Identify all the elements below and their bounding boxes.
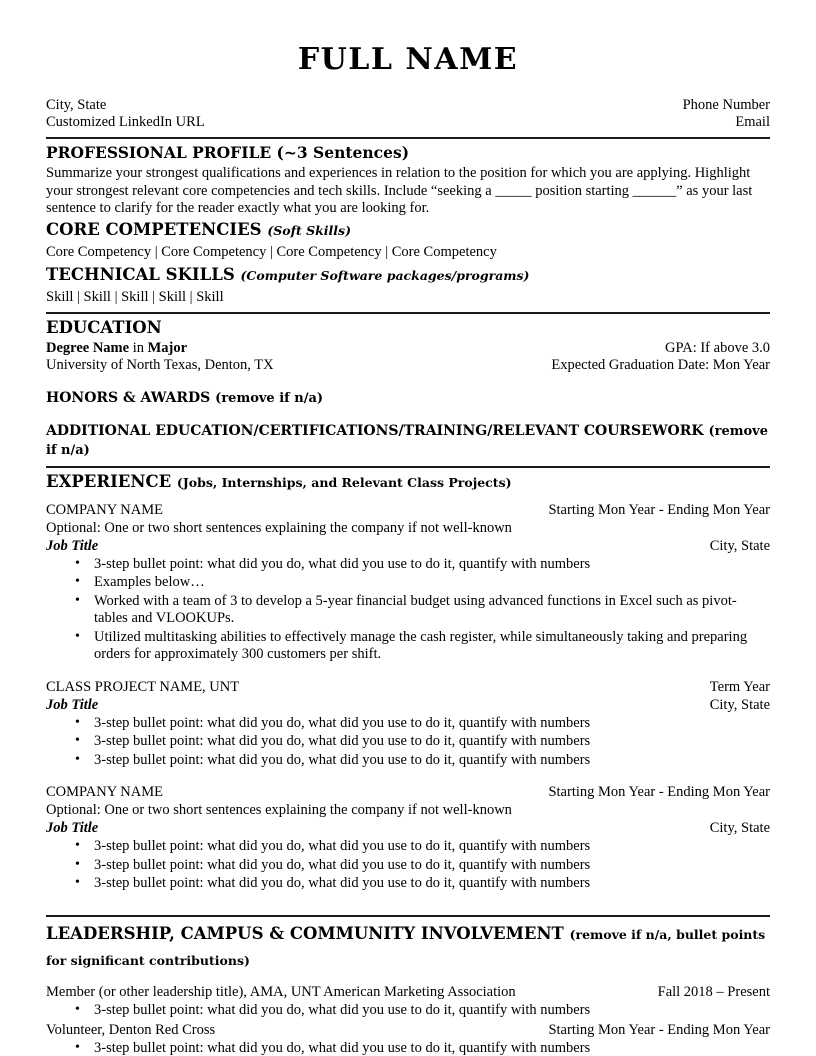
- core-competencies-list: Core Competency | Core Competency | Core Competency | Core Competency: [46, 243, 497, 260]
- education-degree-row: [46, 340, 770, 358]
- experience-org: COMPANY NAME: [46, 784, 163, 800]
- education-honors-note: (remove if n/a): [215, 390, 324, 406]
- experience-entry: [46, 783, 770, 893]
- list-item: • 3-step bullet point: what did you do, what did you use to do it, quantify with numbers: [46, 752, 770, 770]
- experience-job-title: Job Title: [46, 537, 99, 554]
- leadership-bullet-list: [46, 1040, 770, 1056]
- leadership-role-row: [46, 983, 770, 1001]
- section-divider-2: [46, 312, 770, 314]
- leadership-dates: Fall 2018 – Present: [657, 983, 770, 1000]
- experience-job-title: Job Title: [46, 696, 99, 713]
- education-additional-heading: [46, 422, 770, 460]
- education-school: University of North Texas, Denton, TX: [46, 357, 274, 373]
- contact-left: [46, 97, 205, 131]
- leadership-title: LEADERSHIP, CAMPUS & COMMUNITY INVOLVEMENT: [46, 923, 564, 943]
- professional-profile-paragraph: Summarize your strongest qualifications and experiences in relation to the position for which you are applying. Highlight your strongest relevant core competencies and tech skills. Include “seeking a _____ position starting ______” as your last sentence to clarify for the reader exactly what you are looking for.: [46, 165, 753, 216]
- core-competencies-note: (Soft Skills): [267, 222, 351, 238]
- education-additional-title: ADDITIONAL EDUCATION/CERTIFICATIONS/TRAINING/RELEVANT COURSEWORK: [46, 422, 704, 439]
- education-additional-note: (remove if n/a): [46, 423, 768, 458]
- education-degree-connector: in: [129, 339, 148, 356]
- experience-org-note: Optional: One or two short sentences explaining the company if not well-known: [46, 802, 512, 818]
- experience-title: EXPERIENCE: [46, 471, 172, 491]
- experience-dates: Starting Mon Year - Ending Mon Year: [548, 501, 770, 518]
- experience-bullet-list: [46, 715, 770, 770]
- experience-note: (Jobs, Internships, and Relevant Class Projects): [176, 474, 512, 490]
- list-item: • 3-step bullet point: what did you do, what did you use to do it, quantify with numbers: [46, 1040, 770, 1056]
- leadership-role: Volunteer, Denton Red Cross: [46, 1022, 216, 1038]
- technical-skills-list: Skill | Skill | Skill | Skill | Skill: [46, 288, 224, 305]
- experience-jobtitle-row: [46, 696, 770, 714]
- experience-location: City, State: [709, 696, 770, 713]
- leadership-role: Member (or other leadership title), AMA, UNT American Marketing Association: [46, 983, 516, 1000]
- education-gpa: GPA: If above 3.0: [665, 339, 770, 356]
- list-item: • 3-step bullet point: what did you do, what did you use to do it, quantify with numbers: [46, 733, 770, 751]
- section-heading-technical-skills: [46, 265, 770, 286]
- list-item: • Utilized multitasking abilities to effectively manage the cash register, while simultaneously taking and preparing orders for approximately 300 customers per shift.: [46, 629, 770, 664]
- experience-jobtitle-row: [46, 537, 770, 555]
- experience-bullet-list: [46, 556, 770, 664]
- education-honors-heading: [46, 389, 770, 408]
- experience-org-row: [46, 501, 770, 519]
- leadership-role-row: [46, 1021, 770, 1039]
- education-school-row: [46, 357, 770, 375]
- section-divider-1: [46, 137, 770, 139]
- section-divider-3: [46, 466, 770, 468]
- contact-right: [683, 97, 770, 131]
- leadership-entry: [46, 983, 770, 1020]
- core-competencies-title: CORE COMPETENCIES: [46, 219, 262, 239]
- experience-org-note: Optional: One or two short sentences explaining the company if not well-known: [46, 519, 512, 536]
- list-item: • 3-step bullet point: what did you do, what did you use to do it, quantify with numbers: [46, 857, 770, 875]
- experience-dates: Term Year: [709, 678, 770, 695]
- section-heading-core-competencies: [46, 220, 770, 241]
- experience-jobtitle-row: [46, 819, 770, 837]
- list-item: • 3-step bullet point: what did you do, what did you use to do it, quantify with numbers: [46, 1002, 770, 1020]
- education-degree-name: Degree Name: [46, 339, 130, 356]
- section-heading-professional-profile: PROFESSIONAL PROFILE (~3 Sentences): [46, 143, 410, 162]
- list-item: • Examples below…: [46, 574, 770, 592]
- section-heading-leadership: [46, 921, 770, 973]
- list-item: • 3-step bullet point: what did you do, what did you use to do it, quantify with numbers: [46, 875, 770, 893]
- list-item: • Worked with a team of 3 to develop a 5-year financial budget using advanced functions in Excel such as pivot-tables and VLOOKUPs.: [46, 593, 770, 628]
- experience-entry: [46, 501, 770, 664]
- list-item: • 3-step bullet point: what did you do, what did you use to do it, quantify with numbers: [46, 715, 770, 733]
- education-honors-title: HONORS & AWARDS: [46, 389, 211, 406]
- contact-phone: Phone Number: [682, 97, 770, 113]
- leadership-dates: Starting Mon Year - Ending Mon Year: [548, 1022, 770, 1038]
- experience-org-row: [46, 783, 770, 801]
- section-heading-experience: [46, 472, 770, 493]
- page-title: FULL NAME: [297, 42, 519, 77]
- technical-skills-note: (Computer Software packages/programs): [240, 267, 530, 283]
- section-heading-education: EDUCATION: [46, 317, 162, 337]
- experience-entry: [46, 678, 770, 770]
- contact-city-state: City, State: [46, 97, 107, 113]
- experience-location: City, State: [709, 820, 770, 836]
- experience-dates: Starting Mon Year - Ending Mon Year: [548, 784, 770, 800]
- list-item: • 3-step bullet point: what did you do, what did you use to do it, quantify with numbers: [46, 838, 770, 856]
- leadership-entry: [46, 1021, 770, 1056]
- technical-skills-title: TECHNICAL SKILLS: [46, 264, 235, 284]
- experience-location: City, State: [709, 537, 770, 554]
- section-divider-4: [46, 915, 770, 917]
- education-major: Major: [147, 339, 188, 356]
- experience-org: COMPANY NAME: [46, 501, 163, 518]
- leadership-bullet-list: [46, 1002, 770, 1020]
- list-item: • 3-step bullet point: what did you do, what did you use to do it, quantify with numbers: [46, 556, 770, 574]
- education-degree: [46, 340, 187, 358]
- experience-job-title: Job Title: [46, 820, 99, 836]
- experience-org-row: [46, 678, 770, 696]
- contact-linkedin-url[interactable]: Customized LinkedIn URL: [46, 114, 205, 130]
- experience-bullet-list: [46, 838, 770, 893]
- contact-email[interactable]: Email: [735, 114, 770, 130]
- leadership-note: (remove if n/a, bullet points for significant contributions): [46, 926, 766, 968]
- contact-block: [46, 97, 770, 131]
- experience-org: CLASS PROJECT NAME, UNT: [46, 678, 240, 695]
- education-graduation-date: Expected Graduation Date: Mon Year: [551, 357, 770, 373]
